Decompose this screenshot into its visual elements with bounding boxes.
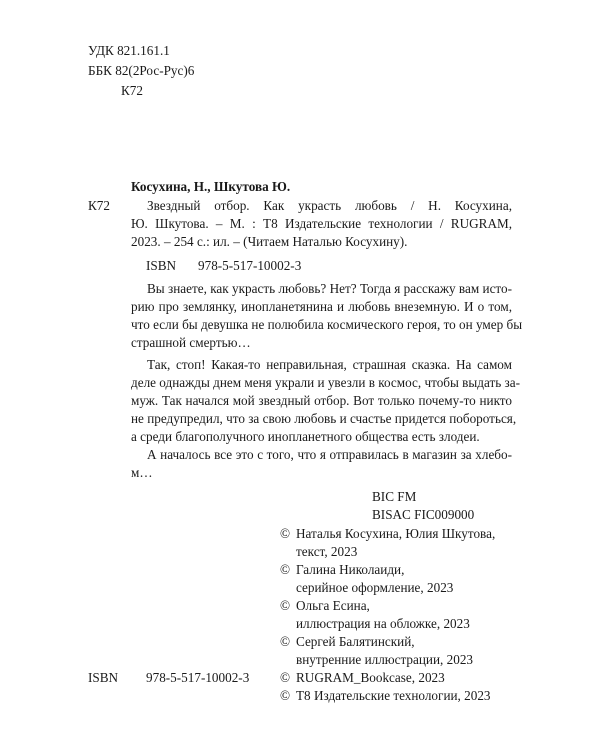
annotation-line: не предупредил, что за свою любовь и счастье придется побороться, bbox=[131, 411, 517, 426]
copyright-line: Ольга Есина, bbox=[296, 598, 370, 613]
record-authors: Косухина, Н., Шкутова Ю. bbox=[131, 179, 291, 194]
copyright-entry bbox=[280, 687, 495, 705]
author-mark-top: К72 bbox=[121, 83, 143, 98]
copyright-entry bbox=[280, 561, 495, 597]
copyright-line: Галина Николаиди, bbox=[296, 562, 405, 577]
copyright-symbol: © bbox=[280, 688, 291, 703]
copyright-symbol: © bbox=[280, 526, 291, 541]
copyright-line: иллюстрация на обложке, 2023 bbox=[296, 616, 470, 631]
copyright-line: серийное оформление, 2023 bbox=[296, 580, 454, 595]
copyright-block bbox=[280, 525, 495, 705]
annotation-line: страшной смертью… bbox=[131, 335, 251, 350]
annotation-line: а среди благополучного инопланетного общества есть злодеи. bbox=[131, 429, 480, 444]
annotation-line: Так, стоп! Какая-то неправильная, страшная сказка. На самом bbox=[147, 357, 512, 372]
copyright-symbol: © bbox=[280, 634, 291, 649]
record-line: Ю. Шкутова. – М. : Т8 Издательские технологии / RUGRAM, bbox=[131, 216, 512, 231]
record-description bbox=[131, 197, 512, 251]
annotation-paragraph bbox=[131, 280, 523, 352]
copyright-line: Наталья Косухина, Юлия Шкутова, bbox=[296, 526, 496, 541]
record-isbn-label: ISBN bbox=[146, 258, 177, 273]
copyright-entry bbox=[280, 633, 495, 669]
footer-isbn: 978-5-517-10002-3 bbox=[146, 670, 250, 685]
footer-isbn-label: ISBN bbox=[88, 670, 119, 685]
copyright-line: RUGRAM_Bookcase, 2023 bbox=[296, 670, 445, 685]
annotation-line: Вы знаете, как украсть любовь? Нет? Тогда я расскажу вам исто- bbox=[147, 281, 512, 296]
bic-code: BIC FM bbox=[372, 489, 417, 504]
copyright-entry bbox=[280, 597, 495, 633]
copyright-entry bbox=[280, 525, 495, 561]
copyright-entry bbox=[280, 669, 495, 687]
annotation-paragraph bbox=[131, 446, 512, 482]
copyright-line: Т8 Издательские технологии, 2023 bbox=[296, 688, 491, 703]
record-isbn: 978-5-517-10002-3 bbox=[198, 258, 302, 273]
annotation-line: деле однажды днем меня украли и увезли в космос, чтобы выдать за- bbox=[131, 375, 521, 390]
bbk-code: ББК 82(2Рос-Рус)6 bbox=[88, 63, 195, 78]
record-author-mark: К72 bbox=[88, 198, 110, 213]
annotation-line: рию про землянку, инопланетянина и любовь внеземную. И о том, bbox=[131, 299, 512, 314]
annotation-line: А началось все это с того, что я отправилась в магазин за хлебо- bbox=[147, 447, 512, 462]
annotation-paragraph bbox=[131, 356, 521, 446]
annotation-line: муж. Так начался мой звездный отбор. Вот только почему-то никто bbox=[131, 393, 512, 408]
bisac-code: BISAC FIC009000 bbox=[372, 507, 475, 522]
copyright-line: текст, 2023 bbox=[296, 544, 358, 559]
copyright-line: Сергей Балятинский, bbox=[296, 634, 415, 649]
annotation-line: м… bbox=[131, 465, 153, 480]
copyright-line: внутренние иллюстрации, 2023 bbox=[296, 652, 474, 667]
udk-code: УДК 821.161.1 bbox=[88, 43, 170, 58]
copyright-symbol: © bbox=[280, 670, 291, 685]
annotation-line: что если бы девушка не полюбила космического героя, то он умер бы bbox=[131, 317, 523, 332]
copyright-symbol: © bbox=[280, 598, 291, 613]
record-line: 2023. – 254 с.: ил. – (Читаем Наталью Косухину). bbox=[131, 234, 408, 249]
record-line: Звездный отбор. Как украсть любовь / Н. Косухина, bbox=[147, 198, 512, 213]
copyright-symbol: © bbox=[280, 562, 291, 577]
